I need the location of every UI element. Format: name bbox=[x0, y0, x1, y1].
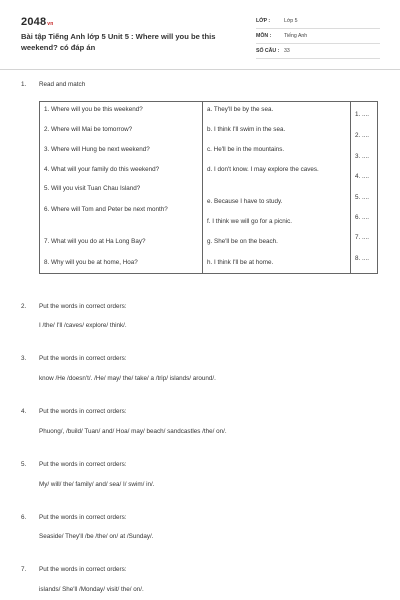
question-content: know /He /doesn't/. /He/ may/ the/ take/ a /trip/ islands/ around/. bbox=[39, 375, 216, 382]
question-text: Put the words in correct orders: bbox=[39, 355, 127, 362]
match-right-item: f. I think we will go for a picnic. bbox=[207, 218, 293, 225]
match-left-item: 5. Will you visit Tuan Chau Island? bbox=[44, 185, 141, 192]
match-left-item: 1. Where will you be this weekend? bbox=[44, 106, 143, 113]
column-divider bbox=[350, 102, 351, 273]
match-left-item: 7. What will you do at Ha Long Bay? bbox=[44, 238, 146, 245]
answer-blank: 3. .... bbox=[355, 153, 369, 160]
question-number: 5. bbox=[21, 461, 27, 468]
logo-text: 2048 bbox=[21, 16, 47, 28]
meta-value: 33 bbox=[284, 48, 290, 54]
meta-info bbox=[256, 14, 380, 59]
question-text: Put the words in correct orders: bbox=[39, 303, 127, 310]
match-right-item: c. He'll be in the mountains. bbox=[207, 146, 285, 153]
meta-label: LỚP : bbox=[256, 18, 271, 24]
question-text: Read and match bbox=[39, 81, 86, 88]
question-content: My/ will/ the/ family/ and/ sea/ I/ swim/ in/. bbox=[39, 481, 155, 488]
meta-value: Lớp 5 bbox=[284, 18, 298, 24]
match-right-item: b. I think I'll swim in the sea. bbox=[207, 126, 286, 133]
match-right-item: g. She'll be on the beach. bbox=[207, 238, 278, 245]
question-number: 3. bbox=[21, 355, 27, 362]
answer-blank: 2. .... bbox=[355, 132, 369, 139]
page-header bbox=[0, 0, 400, 68]
answer-blank: 1. .... bbox=[355, 111, 369, 118]
question-number: 4. bbox=[21, 408, 27, 415]
column-divider bbox=[202, 102, 203, 273]
meta-row-count bbox=[256, 44, 380, 59]
match-right-item: a. They'll be by the sea. bbox=[207, 106, 274, 113]
question-content: islands/ She'll /Monday/ visit/ the/ on/. bbox=[39, 586, 144, 593]
question-text: Put the words in correct orders: bbox=[39, 408, 127, 415]
question-text: Put the words in correct orders: bbox=[39, 461, 127, 468]
answer-blank: 7. .... bbox=[355, 234, 369, 241]
meta-value: Tiếng Anh bbox=[284, 33, 308, 39]
question-content: I /the/ I'll /caves/ explore/ think/. bbox=[39, 322, 127, 329]
question-number: 6. bbox=[21, 514, 27, 521]
meta-label: MÔN : bbox=[256, 33, 272, 39]
match-table bbox=[39, 101, 378, 274]
question-number: 7. bbox=[21, 566, 27, 573]
match-left-item: 3. Where will Hung be next weekend? bbox=[44, 146, 150, 153]
match-right-item: e. Because I have to study. bbox=[207, 198, 283, 205]
meta-row-class bbox=[256, 14, 380, 29]
header-divider bbox=[0, 69, 400, 70]
question-number: 2. bbox=[21, 303, 27, 310]
question-number: 1. bbox=[21, 81, 27, 88]
site-logo[interactable] bbox=[21, 16, 54, 28]
logo-suffix: vn bbox=[47, 21, 54, 27]
match-left-item: 6. Where will Tom and Peter be next month? bbox=[44, 206, 168, 213]
match-left-item: 8. Why will you be at home, Hoa? bbox=[44, 259, 138, 266]
question-text: Put the words in correct orders: bbox=[39, 566, 127, 573]
meta-label: SỐ CÂU : bbox=[256, 48, 280, 54]
answer-blank: 6. .... bbox=[355, 214, 369, 221]
match-right-item: d. I don't know. I may explore the caves. bbox=[207, 166, 319, 173]
match-left-item: 4. What will your family do this weekend? bbox=[44, 166, 160, 173]
question-content: Phuong/, /build/ Tuan/ and/ Hoa/ may/ beach/ sandcastles /the/ on/. bbox=[39, 428, 227, 435]
match-right-item: h. I think I'll be at home. bbox=[207, 259, 274, 266]
document-title: Bài tập Tiếng Anh lớp 5 Unit 5 : Where will you be this weekend? có đáp án bbox=[21, 32, 216, 52]
answer-blank: 5. .... bbox=[355, 194, 369, 201]
match-left-item: 2. Where will Mai be tomorrow? bbox=[44, 126, 133, 133]
question-content: Seaside/ They'll /be /the/ on/ at /Sunday/. bbox=[39, 533, 154, 540]
question-text: Put the words in correct orders: bbox=[39, 514, 127, 521]
meta-row-subject bbox=[256, 29, 380, 44]
answer-blank: 4. .... bbox=[355, 173, 369, 180]
answer-blank: 8. .... bbox=[355, 255, 369, 262]
